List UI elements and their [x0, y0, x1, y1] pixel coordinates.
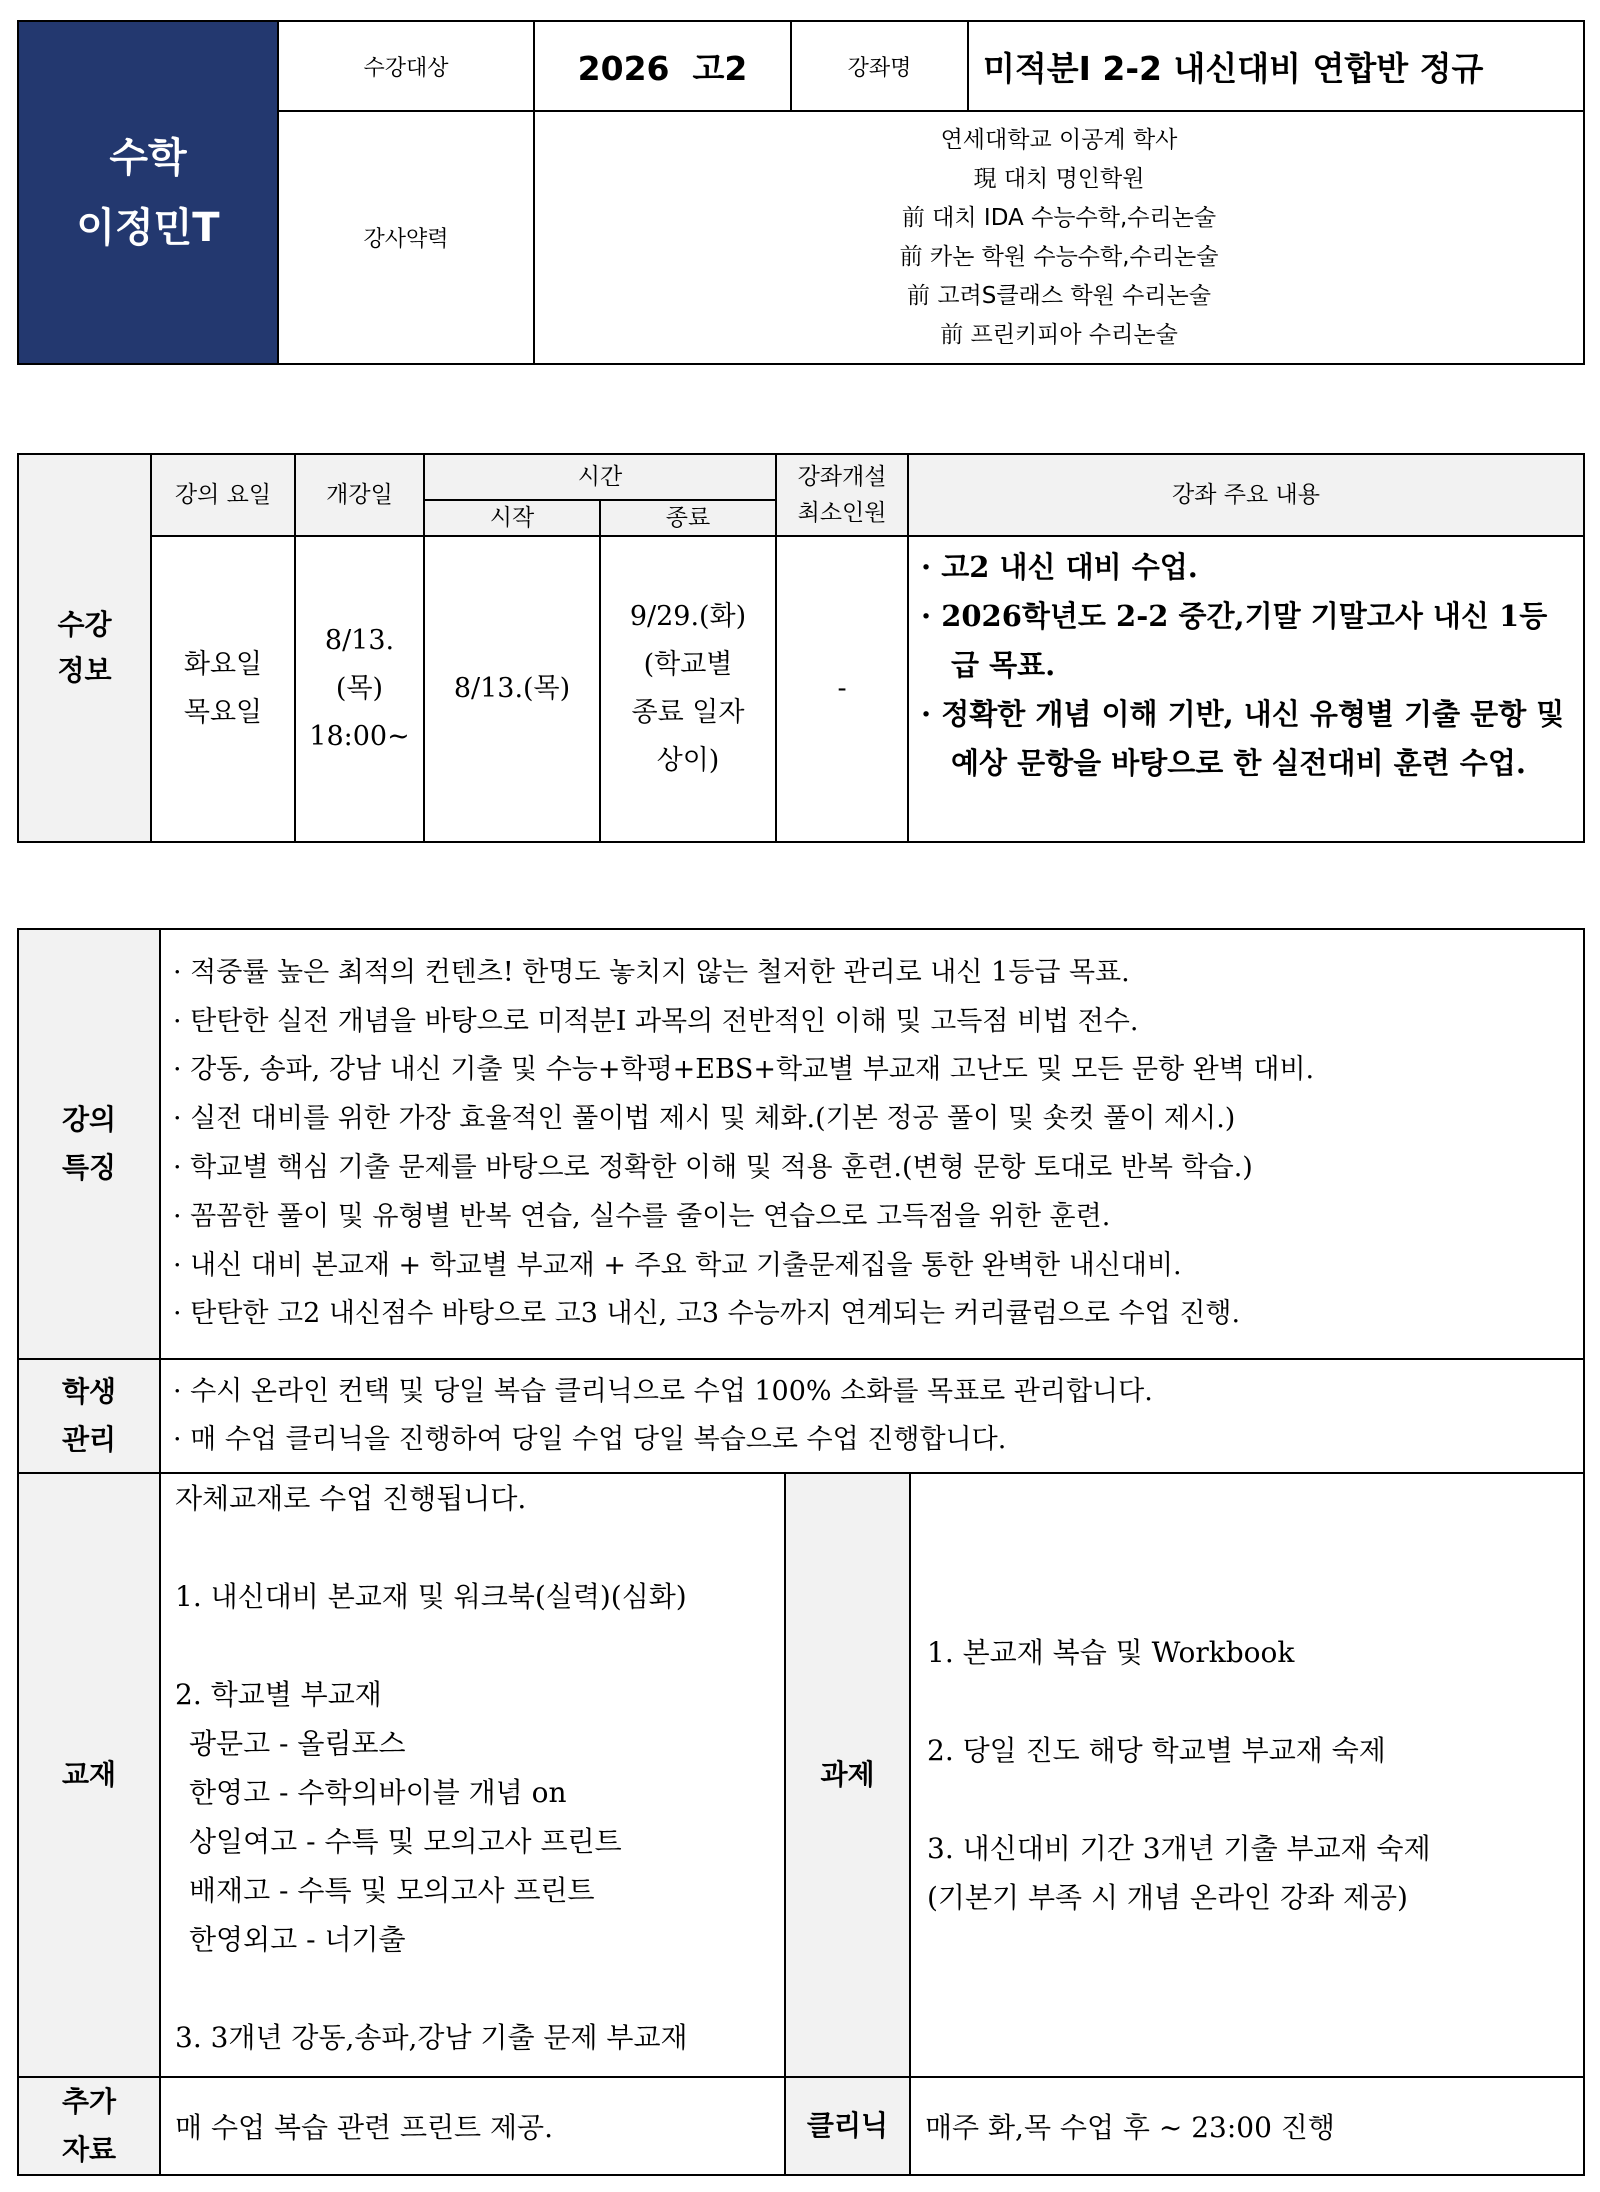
career-item: 前 고려S클래스 학원 수리논술 [907, 282, 1211, 309]
homework-label: 과제 [785, 1473, 910, 2077]
end-date: 9/29.(화) (학교별 종료 일자 상이) [600, 536, 776, 842]
career-item: 前 프린키피아 수리논술 [940, 321, 1178, 348]
textbook-intro: 자체교재로 수업 진행됩니다. [175, 1482, 527, 1515]
textbook-item: 2. 학교별 부교재 [175, 1678, 382, 1711]
homework-note: (기본기 부족 시 개념 온라인 강좌 제공) [927, 1881, 1408, 1914]
school-textbook: 한영외고 - 너기출 [189, 1923, 406, 1956]
col-time: 시간 [424, 454, 776, 500]
col-min: 강좌개설 최소인원 [776, 454, 908, 536]
feature-item: · 실전 대비를 위한 가장 효율적인 풀이법 제시 및 체화.(기본 정공 풀이 및 숏컷 풀이 제시.) [173, 1103, 1236, 1135]
course-label: 강좌명 [791, 21, 968, 111]
col-day: 강의 요일 [151, 454, 295, 536]
content-item: · 고2 내신 대비 수업. [921, 550, 1198, 584]
features-label: 강의 특징 [18, 929, 160, 1359]
management-item: · 수시 온라인 컨택 및 당일 복습 클리닉으로 수업 100% 소화를 목표로 관리합니다. [173, 1376, 1153, 1407]
feature-item: · 탄탄한 고2 내신점수 바탕으로 고3 내신, 고3 수능까지 연계되는 커리큘럼으로 수업 진행. [173, 1298, 1241, 1330]
teacher-name: 이정민T [76, 204, 220, 251]
clinic-label: 클리닉 [785, 2077, 910, 2175]
target-label: 수강대상 [278, 21, 534, 111]
school-textbook: 한영고 - 수학의바이블 개념 on [189, 1776, 567, 1809]
features-list [160, 929, 1584, 1359]
clinic-schedule: 매주 화,목 수업 후 ~ 23:00 진행 [910, 2077, 1584, 2175]
extra-label: 추가 자료 [18, 2077, 160, 2175]
col-content: 강좌 주요 내용 [908, 454, 1584, 536]
extra-materials: 매 수업 복습 관련 프린트 제공. [160, 2077, 785, 2175]
course-content-list [908, 536, 1584, 842]
schedule-table [17, 453, 1585, 843]
content-item: · 2026학년도 2-2 중간,기말 기말고사 내신 1등급 목표. [921, 599, 1548, 682]
homework-item: 1. 본교재 복습 및 Workbook [927, 1636, 1295, 1669]
details-table [17, 928, 1585, 2176]
school-textbook: 광문고 - 올림포스 [189, 1727, 406, 1760]
career-label: 강사약력 [278, 111, 534, 364]
lecture-days: 화요일 목요일 [151, 536, 295, 842]
textbook-label: 교재 [18, 1473, 160, 2077]
homework-item: 2. 당일 진도 해당 학교별 부교재 숙제 [927, 1734, 1386, 1767]
content-item: · 정확한 개념 이해 기반, 내신 유형별 기출 문항 및 예상 문항을 바탕으로 한 실전대비 훈련 수업. [921, 697, 1565, 780]
career-item: 연세대학교 이공계 학사 [940, 126, 1178, 153]
management-label: 학생 관리 [18, 1359, 160, 1473]
col-open: 개강일 [295, 454, 424, 536]
feature-item: · 탄탄한 실전 개념을 바탕으로 미적분I 과목의 전반적인 이해 및 고득점 비법 전수. [173, 1005, 1139, 1037]
col-end: 종료 [600, 500, 776, 536]
textbook-item: 1. 내신대비 본교재 및 워크북(실력)(심화) [175, 1580, 687, 1613]
homework-list [910, 1473, 1584, 2077]
management-item: · 매 수업 클리닉을 진행하여 당일 수업 당일 복습으로 수업 진행합니다. [173, 1424, 1007, 1455]
school-textbook: 배재고 - 수특 및 모의고사 프린트 [189, 1874, 595, 1907]
feature-item: · 내신 대비 본교재 + 학교별 부교재 + 주요 학교 기출문제집을 통한 완벽한 내신대비. [173, 1249, 1182, 1281]
target-value: 2026 고2 [534, 21, 791, 111]
management-list [160, 1359, 1584, 1473]
textbook-item: 3. 3개년 강동,송파,강남 기출 문제 부교재 [175, 2021, 688, 2054]
career-item: 前 대치 IDA 수능수학,수리논술 [901, 204, 1217, 231]
textbook-list [160, 1473, 785, 2077]
min-students: - [776, 536, 908, 842]
col-start: 시작 [424, 500, 600, 536]
start-date: 8/13.(목) [424, 536, 600, 842]
course-header-table [17, 20, 1585, 365]
homework-item: 3. 내신대비 기간 3개년 기출 부교재 숙제 [927, 1832, 1431, 1865]
feature-item: · 강동, 송파, 강남 내신 기출 및 수능+학평+EBS+학교별 부교재 고난도 및 모든 문항 완벽 대비. [173, 1054, 1315, 1086]
course-title: 미적분I 2-2 내신대비 연합반 정규 [968, 21, 1584, 111]
feature-item: · 학교별 핵심 기출 문제를 바탕으로 정확한 이해 및 적용 훈련.(변형 문항 토대로 반복 학습.) [173, 1152, 1253, 1183]
career-list [534, 111, 1584, 364]
career-item: 前 카논 학원 수능수학,수리논술 [899, 243, 1219, 270]
feature-item: · 꼼꼼한 풀이 및 유형별 반복 연습, 실수를 줄이는 연습으로 고득점을 위한 훈련. [173, 1200, 1111, 1232]
subject-name: 수학 [109, 134, 187, 181]
feature-item: · 적중률 높은 최적의 컨텐츠! 한명도 놓치지 않는 철저한 관리로 내신 1등급 목표. [173, 956, 1130, 988]
schedule-side-label: 수강 정보 [18, 454, 151, 842]
career-item: 現 대치 명인학원 [973, 165, 1145, 192]
school-textbook: 상일여고 - 수특 및 모의고사 프린트 [189, 1825, 622, 1858]
open-date: 8/13. (목) 18:00~ [295, 536, 424, 842]
teacher-badge [18, 21, 278, 364]
